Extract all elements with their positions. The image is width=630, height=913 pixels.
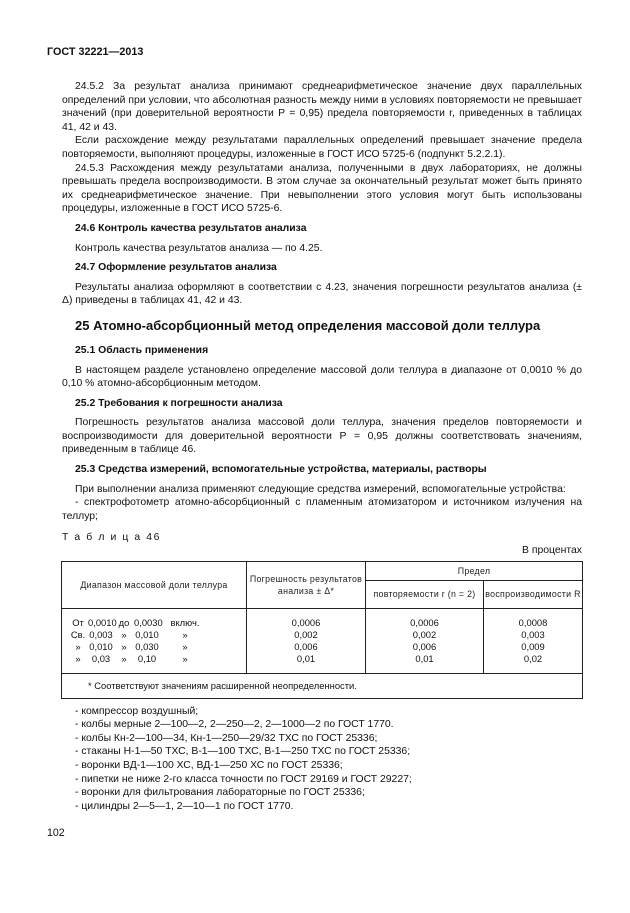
table-cell: 0,002 xyxy=(294,628,318,640)
section-25-title: 25 Атомно-абсорбционный метод определения массовой доли теллура xyxy=(75,317,541,333)
repeatability-cell xyxy=(366,608,484,673)
list-item: - цилиндры 2—5—1, 2—10—1 по ГОСТ 1770. xyxy=(75,800,294,812)
paragraph-24-7: Результаты анализа оформляют в соответствии с 4.23, значения погрешности результатов анализа (± Δ) приведены в таблицах 41, 42 и 43. xyxy=(62,281,582,307)
header-range: Диапазон массовой доли теллура xyxy=(62,561,247,608)
table-46 xyxy=(61,561,583,699)
paragraph-25-3-intro: При выполнении анализа применяют следующие средства измерений, вспомогательные устройства: xyxy=(75,483,566,495)
table-footnote: * Соответствуют значениям расширенной неопределенности. xyxy=(62,673,583,698)
heading-24-6: 24.6 Контроль качества результатов анализа xyxy=(75,222,307,234)
table-caption: Т а б л и ц а 46 xyxy=(62,532,162,544)
range-row: От 0,0010 до 0,0030 включ. xyxy=(72,616,200,628)
paragraph-24-5-3: 24.5.3 Расхождения между результатами анализа, полученными в двух лабораториях, не должны превышать предела воспроизводимости. В этом случае за окончательный результат может быть принято их среднеарифметическое значение. При невыполнении этого условия могут быть использованы процедуры, изложенные в ГОСТ ИСО 5725-6. xyxy=(62,162,582,215)
paragraph-24-6: Контроль качества результатов анализа — по 4.25. xyxy=(75,242,323,254)
list-item: - воронки ВД-1—100 ХС, ВД-1—250 ХС по ГОСТ 25336; xyxy=(75,760,343,771)
range-row: Св. 0,003 » 0,010 » xyxy=(70,628,188,640)
table-cell: 0,01 xyxy=(415,652,434,664)
paragraph-25-3-spectrophotometer: - спектрофотометр атомно-абсорбционный с пламенным атомизатором и источником излучения на теллур; xyxy=(62,497,582,522)
range-row: » 0,03 » 0,10 » xyxy=(75,652,188,664)
list-item: - стаканы Н-1—50 ТХС, В-1—100 ТХС, В-1—250 ТХС по ГОСТ 25336; xyxy=(75,746,411,758)
paragraph-25-2: Погрешность результатов анализа массовой доли теллура, значения пределов повторяемости и воспроизводимости для доверительной вероятности Р = 0,95 должны соответствовать значениям, приведенным в таблице 46. xyxy=(62,417,582,456)
heading-25-1: 25.1 Область применения xyxy=(75,344,209,356)
heading-24-7: 24.7 Оформление результатов анализа xyxy=(75,262,277,274)
page-number: 102 xyxy=(47,827,65,839)
paragraph-25-1: В настоящем разделе установлено определение массовой доли теллура в диапазоне от 0,0010 % до 0,10 % атомно-абсорбционным методом. xyxy=(62,364,582,390)
table-cell: 0,0006 xyxy=(291,616,321,628)
table-cell: 0,003 xyxy=(521,628,545,640)
document-header: ГОСТ 32221—2013 xyxy=(47,46,144,58)
reproducibility-cell xyxy=(484,608,583,673)
range-row: » 0,010 » 0,030 » xyxy=(75,640,188,652)
list-item: - компрессор воздушный; xyxy=(75,705,199,717)
table-cell: 0,006 xyxy=(412,640,437,652)
paragraph-24-5-2: 24.5.2 За результат анализа принимают среднеарифметическое значение двух параллельных определений при условии, что абсолютная разность между ними в условиях повторяемости не превышает значений (при доверительной вероятности Р = 0,95) предела повторяемости r, приведенных в таблицах 41, 42 и 43. xyxy=(62,81,582,133)
table-cell: 0,0006 xyxy=(410,616,439,628)
error-cell xyxy=(247,608,366,673)
list-item: - колбы мерные 2—100—2, 2—250—2, 2—1000—2 по ГОСТ 1770. xyxy=(75,719,394,731)
header-repeatability: повторяемости r (n = 2) xyxy=(366,580,484,608)
document-body xyxy=(62,80,582,813)
paragraph-24-5-2-cont: Если расхождение между результатами параллельных определений превышает значение предела повторяемости, выполняют процедуры, изложенные в ГОСТ ИСО 5725-6 (подпункт 5.2.2.1). xyxy=(62,135,582,160)
table-cell: 0,009 xyxy=(521,640,545,652)
header-limit: Предел xyxy=(366,561,583,580)
list-item: - воронки для фильтрования лабораторные по ГОСТ 25336; xyxy=(75,787,365,799)
table-cell: 0,006 xyxy=(294,640,318,652)
table-cell: 0,002 xyxy=(412,628,437,640)
list-item: - колбы Кн-2—100—34, Кн-1—250—29/32 ТХС по ГОСТ 25336; xyxy=(75,732,378,744)
list-item: - пипетки не ниже 2-го класса точности по ГОСТ 29169 и ГОСТ 29227; xyxy=(75,773,412,785)
heading-25-3: 25.3 Средства измерений, вспомогательные устройства, материалы, растворы xyxy=(75,464,487,476)
equipment-list xyxy=(62,705,582,814)
table-cell: 0,02 xyxy=(523,652,543,664)
table-unit: В процентах xyxy=(522,545,582,557)
range-cell xyxy=(62,608,247,673)
heading-25-2: 25.2 Требования к погрешности анализа xyxy=(75,397,283,409)
table-cell: 0,0008 xyxy=(518,616,548,628)
header-error: Погрешность результатов анализа ± Δ* xyxy=(247,561,366,608)
table-cell: 0,01 xyxy=(296,652,316,664)
header-reproducibility: воспроизводимости R xyxy=(484,580,583,608)
